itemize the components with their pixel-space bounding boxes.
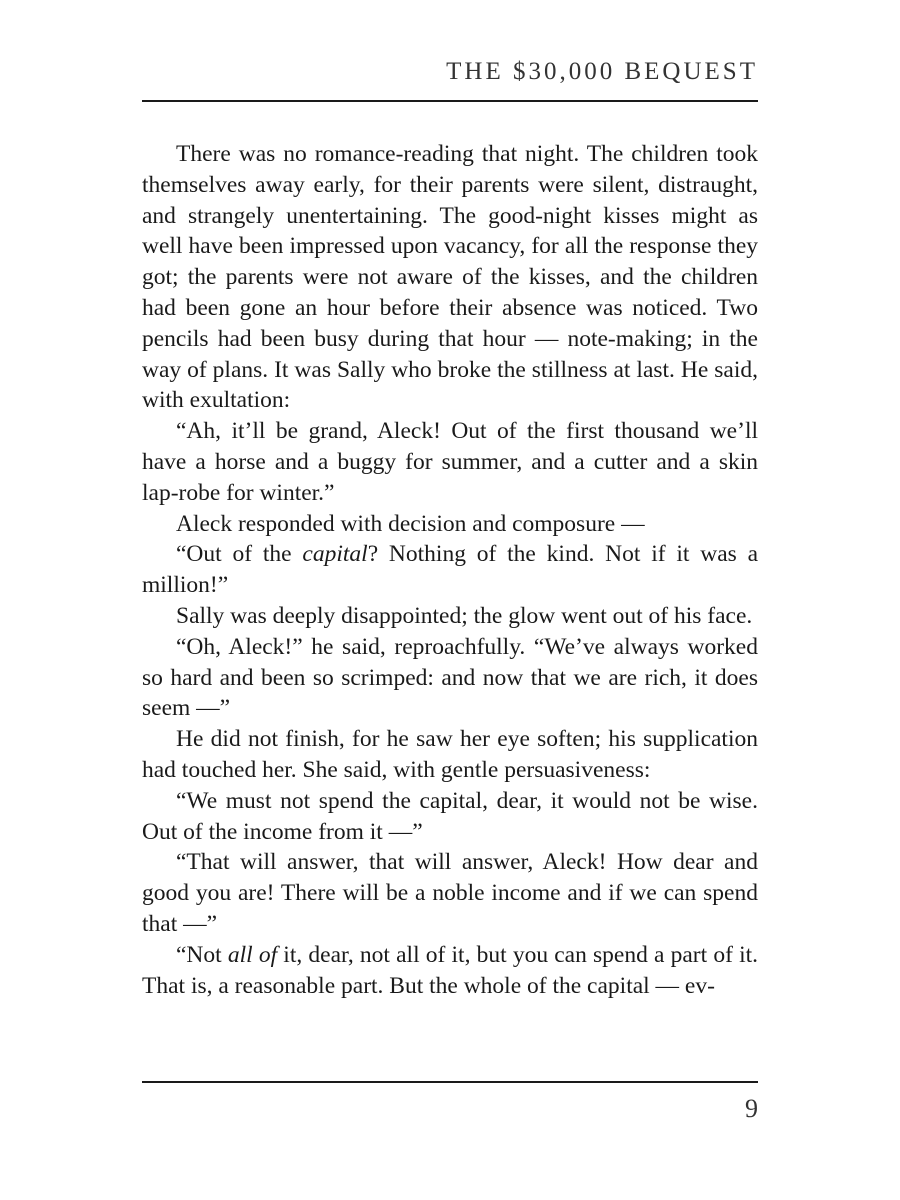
running-head-title: THE $30,000 BEQUEST bbox=[446, 58, 758, 85]
paragraph: Sally was deeply disappointed; the glow went out of his face. bbox=[176, 602, 753, 629]
paragraph-text: “Not bbox=[176, 941, 228, 968]
paragraph: “Ah, it’ll be grand, Aleck! Out of the first thousand we’ll have a horse and a buggy for summer, and a cutter and a skin lap-robe for winter.” bbox=[142, 418, 758, 506]
paragraph: There was no romance-reading that night. The children took themselves away early, for their parents were silent, distraught, and strangely unentertaining. The good-night kisses might as well have been impressed upon vacancy, for all the response they got; the parents were not aware of the kisses, and the children had been gone an hour before their absence was noticed. Two pencils had been busy during that hour — note-making; in the way of plans. It was Sally who broke the stillness at last. He said, with exultation: bbox=[142, 141, 758, 414]
emphasis-text: all of bbox=[227, 941, 278, 968]
paragraph bbox=[142, 940, 758, 1002]
page-number: 9 bbox=[745, 1094, 758, 1123]
paragraph: “We must not spend the capital, dear, it would not be wise. Out of the income from it —” bbox=[142, 787, 758, 845]
paragraph bbox=[142, 539, 758, 601]
paragraph-text: ? Nothing of the kind. Not if it was a million!” bbox=[142, 541, 759, 599]
paragraph-text: it, dear, not all of it, but you can spend a part of it. That is, a reasonable part. But the whole of the capital — ev- bbox=[142, 941, 758, 999]
header-rule bbox=[142, 100, 758, 102]
paragraph: “That will answer, that will answer, Aleck! How dear and good you are! There will be a noble income and if we can spend that —” bbox=[142, 849, 758, 937]
emphasis-text: capital bbox=[302, 541, 368, 568]
paragraph: He did not finish, for he saw her eye soften; his supplication had touched her. She said, with gentle persuasiveness: bbox=[142, 726, 758, 783]
paragraph: “Oh, Aleck!” he said, reproachfully. “We’ve always worked so hard and been so scrimped: and now that we are rich, it does seem —” bbox=[142, 633, 758, 722]
paragraph: Aleck responded with decision and composure — bbox=[176, 510, 645, 537]
paragraph-text: “Out of the bbox=[176, 541, 303, 568]
footer-rule bbox=[142, 1081, 758, 1083]
body-text bbox=[142, 139, 758, 1001]
